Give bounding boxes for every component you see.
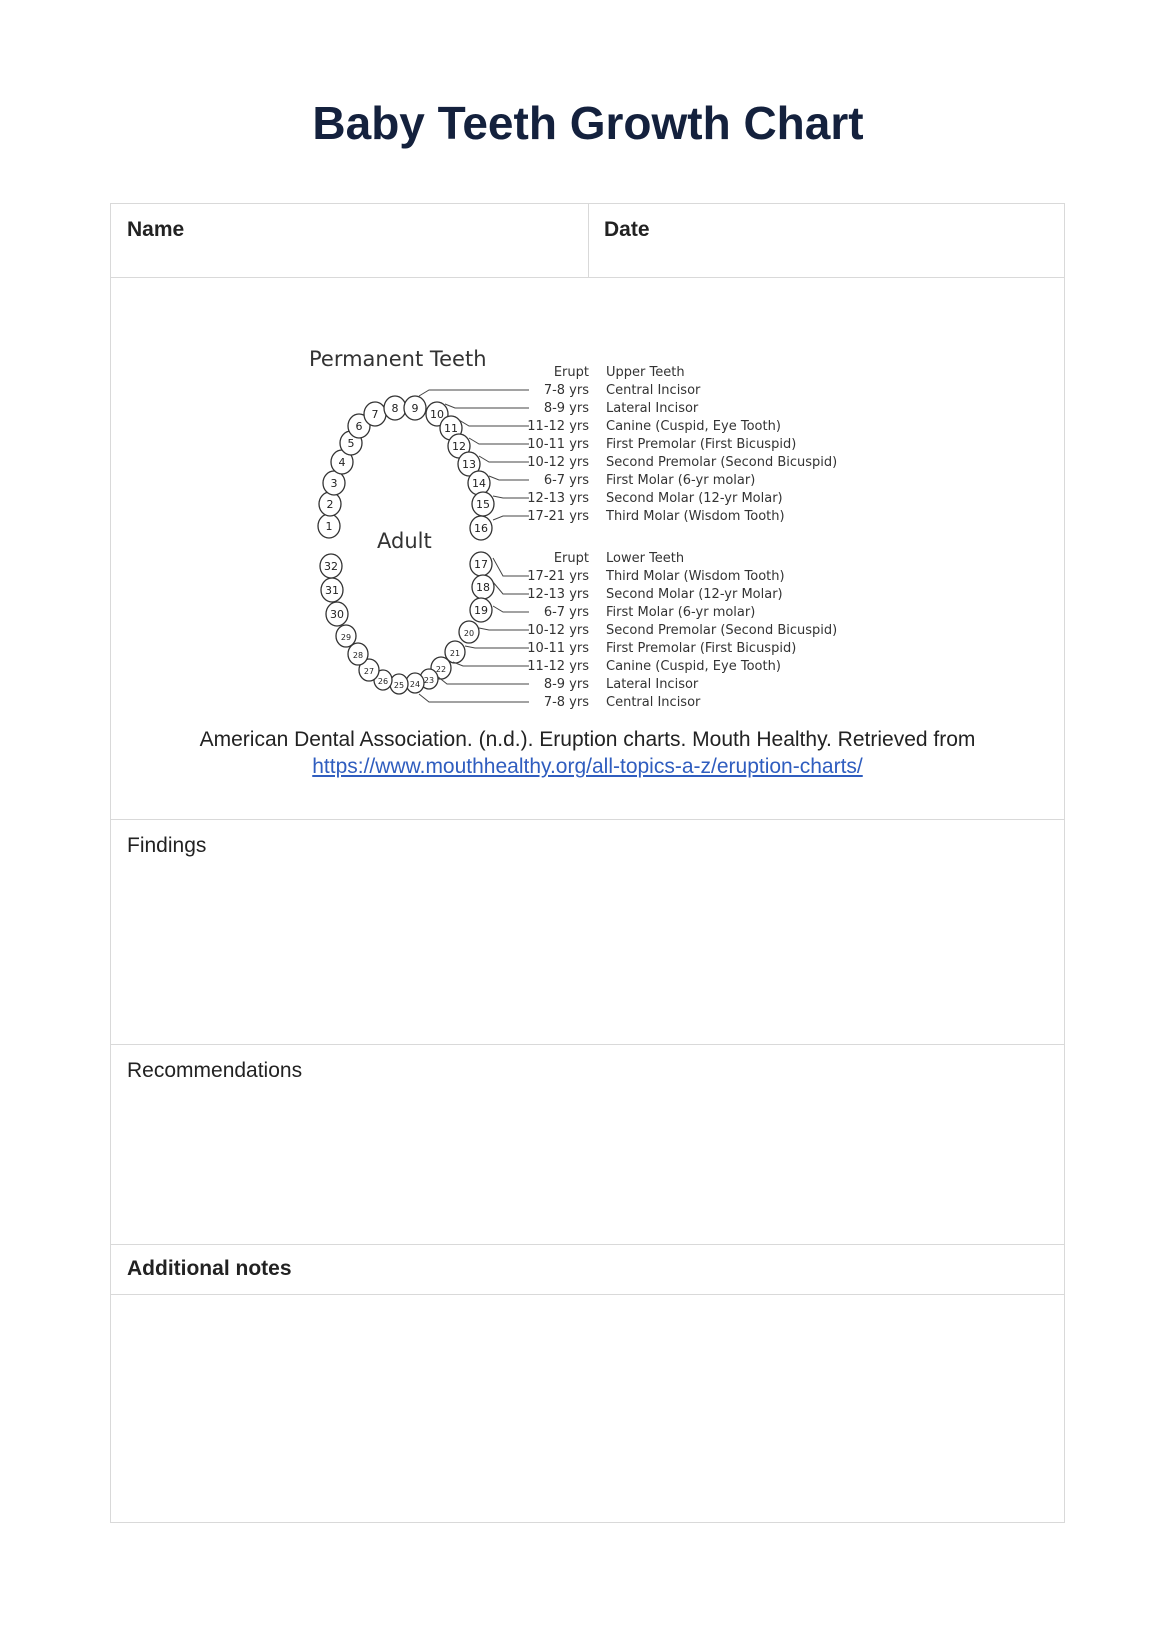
leader-line — [469, 438, 529, 444]
chart-form — [110, 203, 1065, 1523]
tooth-name: Lateral Incisor — [606, 401, 699, 416]
upper-arch — [318, 396, 494, 540]
svg-text:18: 18 — [476, 581, 490, 594]
tooth-1 — [318, 514, 340, 538]
erupt-age: 10-11 yrs — [527, 641, 589, 656]
diagram-heading: Permanent Teeth — [309, 347, 487, 371]
tooth-2 — [319, 492, 341, 516]
tooth-15 — [472, 492, 494, 516]
svg-text:28: 28 — [352, 651, 364, 660]
lower-teeth-header: Lower Teeth — [606, 551, 685, 566]
tooth-name: First Premolar (First Bicuspid) — [606, 641, 797, 656]
svg-text:32: 32 — [324, 560, 338, 573]
tooth-8 — [384, 396, 406, 420]
erupt-age: 12-13 yrs — [527, 587, 589, 602]
svg-text:25: 25 — [393, 681, 405, 690]
eruption-row — [527, 641, 796, 656]
eruption-row — [527, 569, 784, 584]
tooth-18 — [472, 575, 494, 599]
tooth-31 — [321, 578, 343, 602]
tooth-name: First Molar (6-yr molar) — [606, 605, 756, 620]
eruption-row — [527, 509, 784, 524]
leader-line — [445, 404, 529, 408]
svg-text:12: 12 — [452, 440, 466, 453]
leader-line — [489, 476, 529, 480]
svg-text:20: 20 — [463, 629, 475, 638]
svg-text:14: 14 — [472, 477, 486, 490]
erupt-age: 8-9 yrs — [543, 677, 589, 692]
eruption-row — [527, 623, 837, 638]
name-date-row — [111, 204, 1064, 278]
additional-notes-header — [111, 1245, 1064, 1295]
tooth-16 — [470, 516, 492, 540]
svg-text:15: 15 — [476, 498, 490, 511]
tooth-name: Second Molar (12-yr Molar) — [606, 587, 783, 602]
tooth-name: Third Molar (Wisdom Tooth) — [606, 569, 785, 584]
tooth-name: Second Premolar (Second Bicuspid) — [606, 455, 838, 470]
recommendations-label: Recommendations — [127, 1059, 303, 1082]
tooth-29 — [336, 625, 356, 647]
erupt-age: 17-21 yrs — [527, 569, 589, 584]
additional-notes-area[interactable] — [111, 1295, 1064, 1522]
date-label: Date — [604, 218, 650, 241]
svg-text:29: 29 — [340, 633, 352, 642]
citation — [111, 726, 1064, 780]
leader-line — [479, 628, 529, 630]
citation-link[interactable]: https://www.mouthhealthy.org/all-topics-a-z/eruption-charts/ — [312, 755, 863, 778]
diagram-center-label: Adult — [377, 529, 432, 553]
tooth-name: Central Incisor — [606, 695, 701, 710]
svg-text:7: 7 — [371, 408, 379, 421]
findings-section[interactable] — [111, 820, 1064, 1045]
tooth-name: First Molar (6-yr molar) — [606, 473, 756, 488]
erupt-age: 7-8 yrs — [543, 695, 589, 710]
tooth-9 — [404, 396, 426, 420]
recommendations-section[interactable] — [111, 1045, 1064, 1245]
svg-text:4: 4 — [338, 456, 346, 469]
erupt-age: 11-12 yrs — [527, 659, 589, 674]
tooth-name: Second Molar (12-yr Molar) — [606, 491, 783, 506]
eruption-row — [544, 677, 699, 692]
eruption-row — [527, 659, 781, 674]
tooth-7 — [364, 402, 386, 426]
eruption-row — [527, 419, 781, 434]
leader-line — [493, 516, 529, 520]
leader-line — [419, 390, 529, 396]
leader-lines — [419, 390, 529, 702]
erupt-age: 10-11 yrs — [527, 437, 589, 452]
leader-line — [493, 558, 529, 576]
svg-text:19: 19 — [474, 604, 488, 617]
tooth-20 — [459, 621, 479, 643]
tooth-name: First Premolar (First Bicuspid) — [606, 437, 797, 452]
tooth-17 — [470, 552, 492, 576]
svg-text:1: 1 — [325, 520, 333, 533]
lower-arch — [320, 552, 494, 694]
svg-text:11: 11 — [444, 422, 458, 435]
svg-text:21: 21 — [449, 649, 461, 658]
eruption-row — [527, 437, 796, 452]
erupt-age: 6-7 yrs — [543, 605, 589, 620]
erupt-age: 12-13 yrs — [527, 491, 589, 506]
leader-line — [479, 456, 529, 462]
tooth-eruption-diagram — [309, 346, 869, 726]
tooth-name: Lateral Incisor — [606, 677, 699, 692]
leader-line — [493, 606, 529, 612]
erupt-age: 7-8 yrs — [543, 383, 589, 398]
svg-text:13: 13 — [462, 458, 476, 471]
upper-teeth-header: Upper Teeth — [606, 365, 685, 380]
leader-line — [453, 662, 529, 666]
tooth-name: Third Molar (Wisdom Tooth) — [606, 509, 785, 524]
tooth-name: Central Incisor — [606, 383, 701, 398]
svg-text:27: 27 — [363, 667, 375, 676]
erupt-age: 17-21 yrs — [527, 509, 589, 524]
svg-text:3: 3 — [330, 477, 338, 490]
erupt-age: 8-9 yrs — [543, 401, 589, 416]
erupt-age: 10-12 yrs — [527, 623, 589, 638]
eruption-row — [544, 473, 756, 488]
erupt-age: 6-7 yrs — [543, 473, 589, 488]
svg-text:8: 8 — [391, 402, 399, 415]
svg-text:6: 6 — [355, 420, 363, 433]
citation-text: American Dental Association. (n.d.). Eruption charts. Mouth Healthy. Retrieved from — [199, 728, 976, 751]
erupt-age: 11-12 yrs — [527, 419, 589, 434]
findings-label: Findings — [127, 834, 207, 857]
leader-line — [437, 676, 529, 684]
tooth-name: Canine (Cuspid, Eye Tooth) — [606, 419, 781, 434]
diagram-row — [111, 278, 1064, 820]
svg-text:5: 5 — [347, 437, 355, 450]
tooth-name: Second Premolar (Second Bicuspid) — [606, 623, 838, 638]
erupt-age: 10-12 yrs — [527, 455, 589, 470]
eruption-row — [544, 383, 701, 398]
tooth-name: Canine (Cuspid, Eye Tooth) — [606, 659, 781, 674]
eruption-row — [527, 455, 837, 470]
eruption-row — [527, 587, 782, 602]
tooth-19 — [470, 598, 492, 622]
leader-line — [493, 582, 529, 594]
svg-text:23: 23 — [423, 676, 435, 685]
tooth-14 — [468, 471, 490, 495]
leader-line — [419, 694, 529, 702]
svg-text:30: 30 — [330, 608, 344, 621]
additional-notes-label: Additional notes — [127, 1257, 292, 1280]
tooth-30 — [326, 602, 348, 626]
svg-text:17: 17 — [474, 558, 488, 571]
lower-eruption-table — [527, 569, 837, 710]
eruption-row — [527, 491, 782, 506]
upper-erupt-header: Erupt — [553, 365, 589, 380]
name-label: Name — [127, 218, 185, 241]
eruption-row — [544, 605, 756, 620]
svg-text:2: 2 — [326, 498, 334, 511]
svg-text:9: 9 — [411, 402, 419, 415]
svg-text:16: 16 — [474, 522, 488, 535]
eruption-row — [544, 401, 699, 416]
svg-text:31: 31 — [325, 584, 339, 597]
leader-line — [465, 646, 529, 648]
svg-text:22: 22 — [435, 665, 447, 674]
lower-erupt-header: Erupt — [553, 551, 589, 566]
tooth-25 — [390, 674, 408, 694]
svg-text:10: 10 — [430, 408, 444, 421]
leader-line — [459, 420, 529, 426]
svg-text:24: 24 — [409, 680, 421, 689]
page-title: Baby Teeth Growth Chart — [312, 97, 864, 149]
tooth-32 — [320, 554, 342, 578]
column-divider — [588, 204, 589, 277]
eruption-row — [544, 695, 701, 710]
tooth-24 — [406, 673, 424, 693]
upper-eruption-table — [527, 383, 837, 524]
leader-line — [493, 496, 529, 498]
svg-text:26: 26 — [377, 677, 389, 686]
